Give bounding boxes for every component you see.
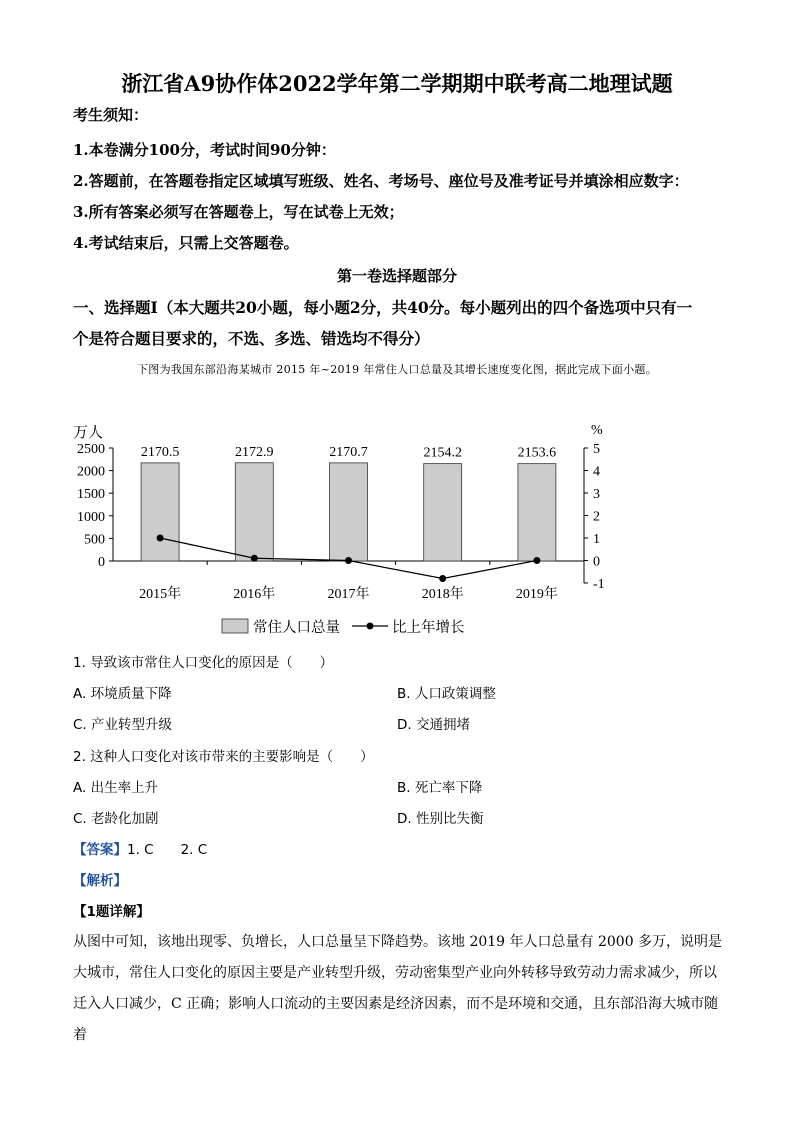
answer-text: 1. C 2. C (127, 842, 208, 858)
left-tick-label: 1500 (77, 487, 105, 503)
x-tick-label: 2019年 (515, 587, 558, 602)
q1-option-a: A. 环境质量下降 (73, 686, 172, 702)
notice-item-4: 4.考试结束后，只需上交答题卷。 (73, 234, 299, 252)
bar-value-label: 2153.6 (517, 445, 557, 461)
q2-option-d: D. 性别比失衡 (397, 811, 484, 827)
right-tick-label: -1 (593, 577, 605, 592)
x-tick-label: 2017年 (327, 587, 370, 602)
x-tick-label: 2016年 (233, 587, 276, 602)
left-tick-label: 1000 (77, 509, 105, 525)
right-tick-label: 3 (593, 487, 600, 502)
bar-2019年 (518, 464, 556, 561)
right-tick-label: 0 (593, 554, 600, 570)
notice-heading: 考生须知： (73, 106, 149, 124)
q2-option-b: B. 死亡率下降 (397, 780, 483, 796)
legend-bar-label: 常住人口总量 (253, 620, 340, 636)
q2-option-a: A. 出生率上升 (73, 780, 159, 796)
q1-option-b: B. 人口政策调整 (397, 686, 496, 702)
legend-line-marker (367, 623, 374, 630)
left-tick-label: 2000 (77, 464, 105, 480)
q1-option-c: C. 产业转型升级 (73, 717, 173, 733)
growth-point (251, 555, 258, 562)
bar-2018年 (424, 464, 462, 561)
analysis-tag: 【解析】 (73, 873, 127, 889)
growth-point (439, 575, 446, 582)
right-tick-label: 4 (593, 464, 600, 480)
q2-option-c: C. 老龄化加剧 (73, 811, 159, 827)
left-tick-label: 2500 (77, 442, 105, 457)
growth-point (533, 557, 540, 564)
bar-value-label: 2170.7 (329, 444, 368, 460)
population-chart (0, 400, 794, 650)
answer-tag: 【答案】 (73, 842, 127, 858)
section-intro-line1: 一、选择题Ⅰ（本大题共20小题，每小题2分，共40分。每小题列出的四个备选项中只有一 (73, 298, 693, 317)
bar-2016年 (235, 463, 273, 561)
detail-paragraph: 从图中可知，该地出现零、负增长，人口总量呈下降趋势。该地 2019 年人口总量有 2000 多万，说明是大城市，常住人口变化的原因主要是产业转型升级，劳动密集型产业向外转移导致劳动力需求减少，所以迁入人口减少，C 正确；影响人口流动的主要因素是经济因素，而不是环境和交通，且东部沿海大城市随着 (73, 934, 723, 1043)
q1-option-d: D. 交通拥堵 (397, 717, 470, 733)
notice-item-1: 1.本卷满分100分，考试时间90分钟： (73, 141, 336, 159)
right-tick-label: 1 (593, 532, 600, 547)
left-tick-label: 0 (98, 555, 105, 570)
legend-line-label: 比上年增长 (392, 620, 465, 636)
x-tick-label: 2018年 (421, 587, 464, 602)
x-tick-label: 2015年 (139, 587, 182, 602)
exam-title: 浙江省A9协作体2022学年第二学期期中联考高二地理试题 (121, 71, 673, 96)
answer-line (73, 838, 207, 858)
bar-2015年 (141, 463, 179, 561)
detail-tag: 【1题详解】 (73, 904, 150, 920)
chart-caption: 下图为我国东部沿海某城市 2015 年~2019 年常住人口总量及其增长速度变化图，据此完成下面小题。 (137, 363, 657, 376)
legend-bar-swatch (222, 619, 248, 633)
left-tick-label: 500 (84, 532, 105, 548)
growth-point (157, 535, 164, 542)
section-intro-line2: 个是符合题目要求的，不选、多选、错选均不得分） (73, 329, 430, 348)
right-tick-label: 2 (593, 509, 600, 525)
notice-item-2: 2.答题前，在答题卷指定区域填写班级、姓名、考场号、座位号及准考证号并填涂相应数字： (73, 172, 689, 190)
right-axis-label: % (591, 423, 603, 438)
bar-value-label: 2172.9 (235, 444, 274, 460)
right-tick-label: 5 (593, 442, 600, 457)
question-1-stem: 1. 导致该市常住人口变化的原因是（ ） (73, 655, 334, 671)
section-title: 第一卷选择题部分 (336, 267, 457, 285)
bar-value-label: 2154.2 (423, 445, 462, 461)
bar-2017年 (330, 463, 368, 561)
notice-item-3: 3.所有答案必须写在答题卷上，写在试卷上无效； (73, 203, 404, 221)
question-2-stem: 2. 这种人口变化对该市带来的主要影响是（ ） (73, 749, 374, 765)
bar-value-label: 2170.5 (140, 444, 180, 460)
growth-point (345, 557, 352, 564)
left-axis-label: 万人 (73, 425, 104, 441)
